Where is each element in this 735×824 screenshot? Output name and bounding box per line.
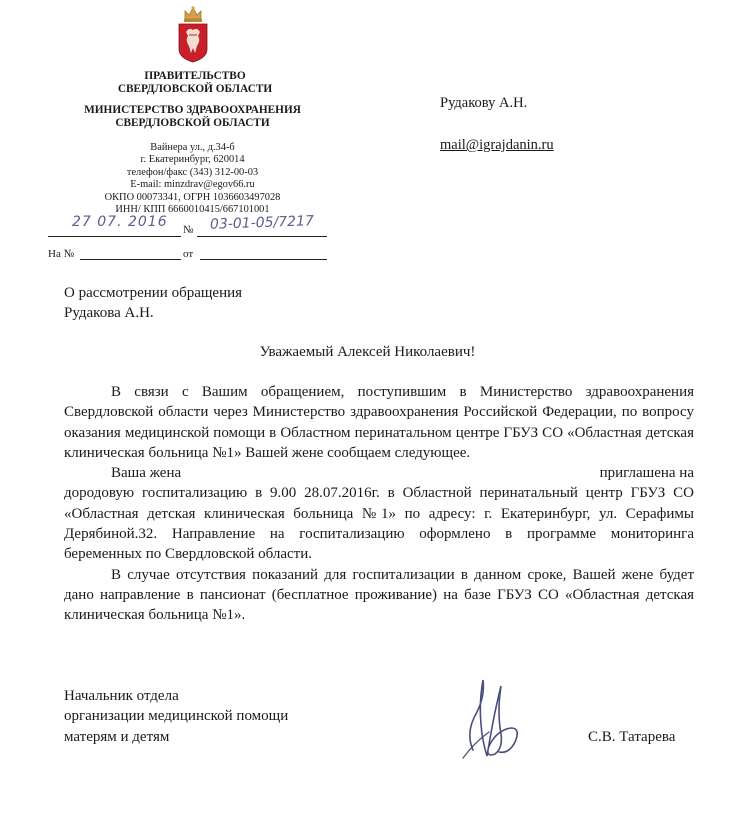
ministry-contacts — [65, 142, 320, 216]
coat-of-arms-icon — [176, 5, 210, 63]
number-label: № — [183, 224, 194, 236]
from-label: от — [183, 248, 194, 260]
registration-number: 03-01-05/7217 — [209, 213, 315, 233]
ministry-line1: МИНИСТЕРСТВО ЗДРАВООХРАНЕНИЯ — [84, 104, 301, 116]
subject — [64, 283, 242, 324]
ministry-name — [55, 104, 330, 130]
position-line2: организации медицинской помощи — [64, 708, 289, 725]
okpo: ОКПО 00073341, ОГРН 1036603497028 — [104, 191, 281, 203]
number-line — [197, 236, 327, 237]
email: E-mail: minzdrav@egov66.ru — [130, 179, 255, 191]
date-line — [48, 236, 181, 237]
paragraph-3: В случае отсутствия показаний для госпитализации в данном сроке, Вашей жене будет дано направление в пансионат (бесплатное проживание) на базе ГБУЗ СО «Областная детская клиническая больница №1». — [64, 566, 694, 624]
gov-name — [110, 70, 280, 96]
registration-date: 27 07. 2016 — [72, 214, 168, 230]
position-line3: матерям и детям — [64, 728, 170, 745]
reply-label: На № — [48, 248, 75, 260]
reply-line — [80, 259, 181, 260]
signer-name: С.В. Татарева — [588, 729, 676, 745]
paragraph-2-rest: дородовую госпитализацию в 9.00 28.07.2016г. в Областной перинатальный центр ГБУЗ СО «Областная детская клиническая больница №1» по адресу: г. Екатеринбург, ул. Серафимы Дерябиной.32. Направление на госпитализацию оформлено в программе мониторинга беременных по Свердловской области. — [64, 485, 694, 563]
gov-line1: ПРАВИТЕЛЬСТВО — [144, 70, 246, 82]
subject-line2: Рудакова А.Н. — [64, 305, 154, 322]
address-city: г. Екатеринбург, 620014 — [140, 154, 245, 166]
paragraph-2-first-line — [64, 463, 694, 483]
salutation: Уважаемый Алексей Николаевич! — [259, 344, 476, 360]
inn: ИНН/ КПП 6660010415/667101001 — [115, 204, 270, 216]
addressee-name: Рудакову А.Н. — [440, 95, 528, 111]
addressee-email: mail@igrajdanin.ru — [440, 137, 554, 153]
position-line1: Начальник отдела — [64, 688, 179, 704]
handwritten-signature-icon — [455, 672, 535, 764]
paragraph-2-end: приглашена на — [599, 465, 694, 482]
address-street: Вайнера ул., д.34-б — [150, 142, 235, 153]
signer-position — [64, 686, 288, 747]
from-line — [200, 259, 327, 260]
phone: телефон/факс (343) 312-00-03 — [126, 166, 259, 178]
paragraph-1: В связи с Вашим обращением, поступившим в Министерство здравоохранения Свердловской области через Министерство здравоохранения Российской Федерации, по вопросу оказания медицинской помощи в Областном перинатальном центре ГБУЗ СО «Областная детская клиническая больница №1» Вашей жене сообщаем следующее. — [64, 384, 694, 461]
subject-line1: О рассмотрении обращения — [64, 285, 243, 301]
ministry-line2: СВЕРДЛОВСКОЙ ОБЛАСТИ — [115, 117, 270, 129]
paragraph-2-start: Ваша жена — [111, 465, 182, 482]
body-text — [64, 382, 694, 626]
gov-line2: СВЕРДЛОВСКОЙ ОБЛАСТИ — [117, 83, 273, 95]
